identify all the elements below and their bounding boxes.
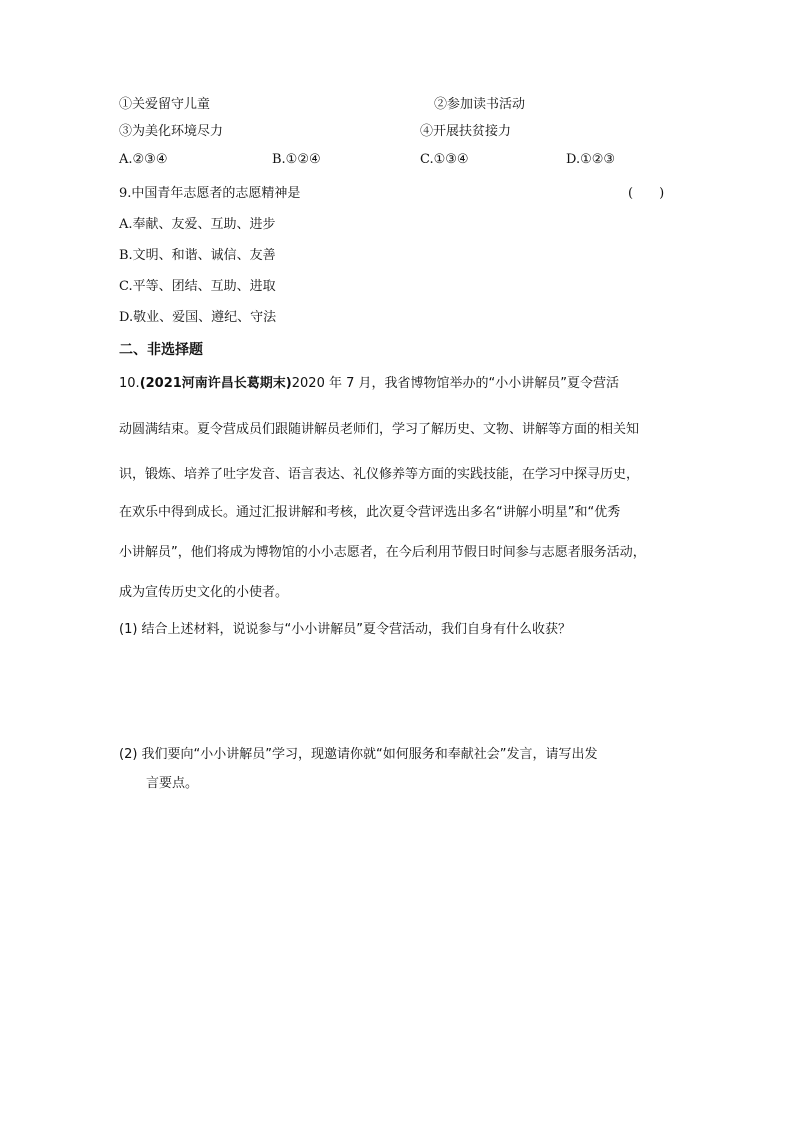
q10-material-line-2: 动圆满结束。夏令营成员们跟随讲解员老师们，学习了解历史、文物、讲解等方面的相关知 — [119, 422, 640, 437]
q10-number: 10. — [119, 376, 140, 391]
q8-option-d: D.①②③ — [566, 152, 616, 167]
q9-stem: 9.中国青年志愿者的志愿精神是 — [119, 186, 301, 201]
q8-option-a: A.②③④ — [119, 152, 168, 167]
q9-option-c: C.平等、团结、互助、进取 — [119, 279, 276, 294]
q10-material-line-6: 成为宣传历史文化的小使者。 — [119, 585, 289, 600]
q8-statement-1: ①关爱留守儿童 — [119, 97, 211, 112]
q9-option-d: D.敬业、爱国、遵纪、守法 — [119, 310, 277, 325]
q10-subquestion-1: (1) 结合上述材料，说说参与“小小讲解员”夏令营活动，我们自身有什么收获？ — [119, 622, 572, 637]
q10-subquestion-2: (2) 我们要向“小小讲解员”学习，现邀请你就“如何服务和奉献社会”发言，请写出发 — [119, 747, 598, 762]
q10-subquestion-2-continued: 言要点。 — [146, 776, 199, 791]
q8-statement-2: ②参加读书活动 — [434, 97, 526, 112]
q10-source: (2021河南许昌长葛期末) — [139, 376, 292, 391]
q8-option-c: C.①③④ — [420, 152, 469, 167]
q10-material-line-1: 2020 年 7 月，我省博物馆举办的“小小讲解员”夏令营活 — [291, 376, 619, 391]
q8-statement-4: ④开展扶贫接力 — [420, 124, 512, 139]
section-heading: 二、非选择题 — [119, 342, 203, 358]
q8-statement-3: ③为美化环境尽力 — [119, 124, 224, 139]
q10-first-line — [119, 376, 619, 392]
q9-option-a: A.奉献、友爱、互助、进步 — [119, 217, 276, 232]
q9-option-b: B.文明、和谐、诚信、友善 — [119, 248, 276, 263]
q10-material-line-3: 识，锻炼、培养了吐字发音、语言表达、礼仪修养等方面的实践技能，在学习中探寻历史， — [119, 467, 640, 482]
q9-answer-bracket: ( ) — [628, 186, 665, 201]
q10-material-line-5: 小讲解员”，他们将成为博物馆的小小志愿者，在今后利用节假日时间参与志愿者服务活动， — [119, 545, 646, 560]
q10-material-line-4: 在欢乐中得到成长。通过汇报讲解和考核，此次夏令营评选出多名“讲解小明星”和“优秀 — [119, 505, 621, 520]
q8-option-b: B.①②④ — [272, 152, 321, 167]
